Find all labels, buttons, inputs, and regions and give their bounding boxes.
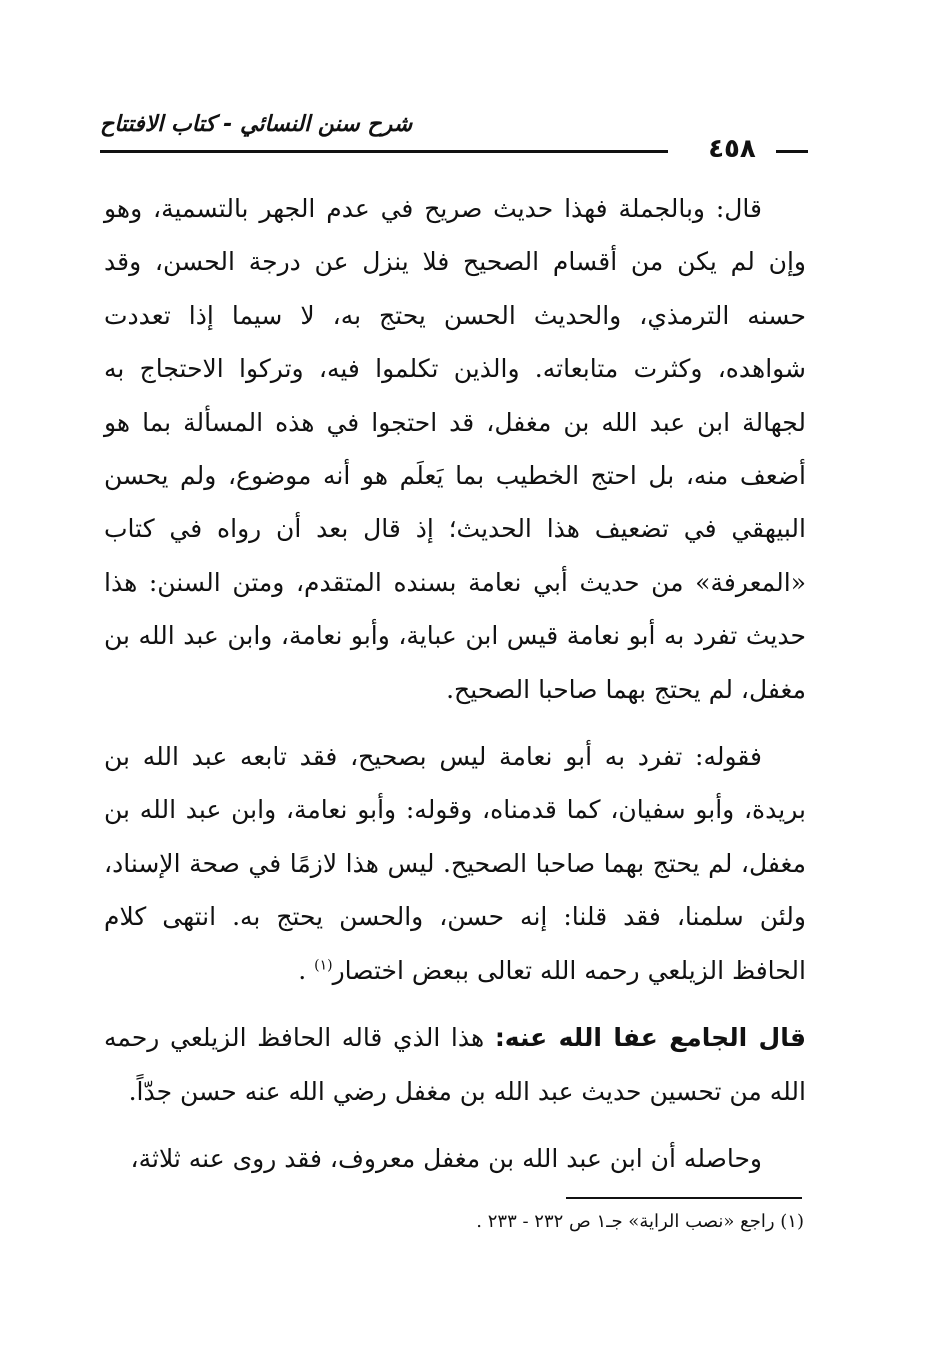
paragraph-4-text: وحاصله أن ابن عبد الله بن مغفل معروف، فقد روى عنه ثلاثة، — [130, 1143, 762, 1173]
page-number: ٤٥٨ — [708, 134, 756, 164]
paragraph-2 — [104, 730, 806, 997]
footnote-rule — [566, 1197, 802, 1199]
footnote: (١) راجع «نصب الراية» جـ١ ص ٢٣٢ - ٢٣٣ . — [476, 1211, 804, 1232]
paragraph-4 — [104, 1132, 806, 1185]
paragraph-2-text: فقوله: تفرد به أبو نعامة ليس بصحيح، فقد تابعه عبد الله بن بريدة، وأبو سفيان، كما قدمناه، وقوله: وأبو نعامة، وابن عبد الله بن مغفل، لم يحتج بهما صاحبا الصحيح. ليس هذا لازمًا في صحة الإسناد، ولئن سلمنا، فقد قلنا: إنه حسن، والحسن يحتج به. انتهى كلام الحافظ الزيلعي رحمه الله تعالى ببعض اختصار — [104, 742, 806, 985]
paragraph-3-lead: قال الجامع عفا الله عنه: — [494, 1023, 806, 1053]
paragraph-2-tail: . — [298, 955, 315, 985]
paragraph-3 — [104, 1011, 806, 1118]
footnote-reference: (١) — [314, 957, 333, 974]
paragraph-1 — [104, 182, 806, 716]
paragraph-3-text: هذا الذي قاله الحافظ الزيلعي رحمه الله من تحسين حديث عبد الله بن مغفل رضي الله عنه حسن جدّاً. — [104, 1023, 806, 1106]
header-rule — [100, 150, 668, 153]
body-text — [104, 182, 806, 1185]
header-title: شرح سنن النسائي - كتاب الافتتاح — [100, 112, 413, 137]
paragraph-1-text: قال: وبالجملة فهذا حديث صريح في عدم الجهر بالتسمية، وهو وإن لم يكن من أقسام الصحيح فلا ينزل عن درجة الحسن، وقد حسنه الترمذي، والحديث الحسن يحتج به، لا سيما إذا تعددت شواهده، وكثرت متابعاته. والذين تكلموا فيه، وتركوا الاحتجاج به لجهالة ابن عبد الله بن مغفل، قد احتجوا في هذه المسألة بما هو أضعف منه، بل احتج الخطيب بما يَعلَم هو أنه موضوع، ولم يحسن البيهقي في تضعيف هذا الحديث؛ إذ قال بعد أن رواه في كتاب «المعرفة» من حديث أبي نعامة بسنده المتقدم، ومتن السنن: هذا حديث تفرد به أبو نعامة قيس ابن عباية، وأبو نعامة، وابن عبد الله بن مغفل، لم يحتج بهما صاحبا الصحيح. — [104, 194, 806, 704]
running-header — [100, 108, 808, 168]
page-number-rule — [776, 150, 808, 153]
